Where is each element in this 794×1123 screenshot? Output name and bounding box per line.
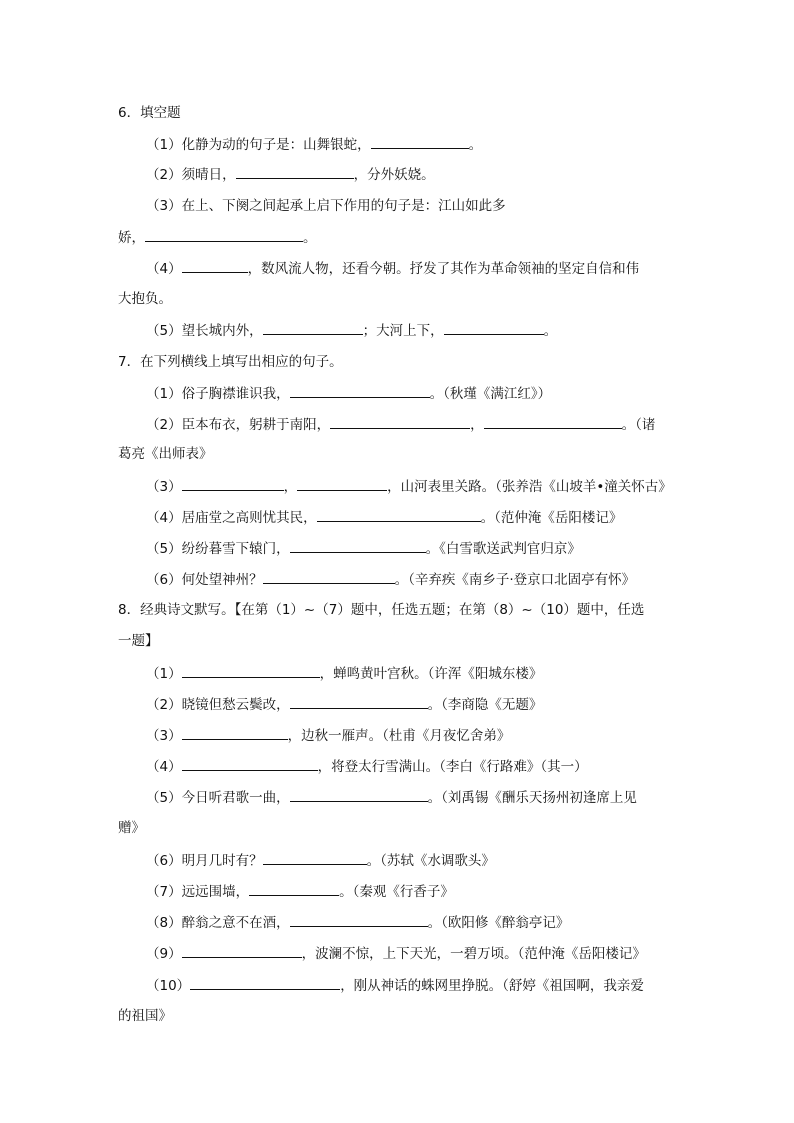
answer-blank[interactable]: [249, 881, 339, 896]
q7-item-2-cont: 葛亮《出师表》: [118, 446, 213, 462]
q8-item-9: （9） ，波澜不惊，上下天光，一碧万顷。（范仲淹《岳阳楼记》: [146, 943, 646, 964]
answer-blank[interactable]: [297, 476, 387, 491]
q7-item-1: （1）俗子胸襟谁识我， 。（秋瑾《满江红》）: [146, 383, 551, 404]
q6-heading: 6．填空题: [118, 105, 181, 121]
q8-item-1: （1） ，蝉鸣黄叶宫秋。（许浑《阳城东楼》: [146, 663, 542, 684]
answer-blank[interactable]: [330, 414, 470, 429]
answer-blank[interactable]: [190, 975, 340, 990]
answer-blank[interactable]: [290, 538, 426, 553]
q6-item-2: （2）须晴日， ，分外妖娆。: [146, 164, 435, 185]
q7-item-2: （2）臣本布衣，躬耕于南阳， ， 。（诸: [146, 414, 655, 435]
q8-item-10: （10） ，刚从神话的蛛网里挣脱。（舒婷《祖国啊，我亲爱: [146, 975, 644, 996]
answer-blank[interactable]: [263, 850, 367, 865]
q6-item-3-cont: 娇， 。: [118, 227, 317, 248]
answer-blank[interactable]: [290, 787, 428, 802]
answer-blank[interactable]: [444, 320, 544, 335]
q7-item-6: （6）何处望神州？ 。（辛弃疾《南乡子·登京口北固亭有怀》: [146, 569, 635, 590]
answer-blank[interactable]: [182, 725, 288, 740]
q8-item-4: （4） ，将登太行雪满山。（李白《行路难》（其一）: [146, 756, 588, 777]
q8-item-5: （5）今日听君歌一曲， 。（刘禹锡《酬乐天扬州初逢席上见: [146, 787, 637, 808]
q8-item-2: （2）晓镜但愁云鬓改， 。（李商隐《无题》: [146, 694, 542, 715]
q7-item-3: （3） ， ，山河表里关路。（张养浩《山坡羊•潼关怀古》: [146, 476, 672, 497]
answer-blank[interactable]: [371, 134, 469, 149]
q6-item-4-cont: 大抱负。: [118, 291, 172, 307]
q8-item-10-cont: 的祖国》: [118, 1008, 172, 1024]
answer-blank[interactable]: [290, 383, 430, 398]
answer-blank[interactable]: [182, 943, 302, 958]
answer-blank[interactable]: [263, 320, 363, 335]
q8-item-3: （3） ，边秋一雁声。（杜甫《月夜忆舍弟》: [146, 725, 510, 746]
q8-item-7: （7）远远围墙， 。（秦观《行香子》: [146, 881, 454, 902]
q6-item-5: （5）望长城内外， ；大河上下， 。: [146, 320, 557, 341]
q6-item-3: （3）在上、下阕之间起承上启下作用的句子是：江山如此多: [146, 198, 506, 214]
answer-blank[interactable]: [182, 756, 318, 771]
answer-blank[interactable]: [290, 912, 428, 927]
q8-item-5-cont: 赠》: [118, 820, 145, 836]
answer-blank[interactable]: [182, 258, 248, 273]
answer-blank[interactable]: [317, 507, 481, 522]
answer-blank[interactable]: [182, 476, 284, 491]
q7-item-4: （4）居庙堂之高则忧其民， 。（范仲淹《岳阳楼记》: [146, 507, 622, 528]
answer-blank[interactable]: [182, 663, 320, 678]
answer-blank[interactable]: [484, 414, 622, 429]
q7-item-5: （5）纷纷暮雪下辕门， 。《白雪歌送武判官归京》: [146, 538, 581, 559]
answer-blank[interactable]: [145, 227, 303, 242]
q8-item-8: （8）醉翁之意不在酒， 。（欧阳修《醉翁亭记》: [146, 912, 569, 933]
q8-heading-cont: 一题】: [118, 633, 159, 649]
q6-item-1: （1）化静为动的句子是：山舞银蛇， 。: [146, 134, 482, 155]
q8-item-6: （6）明月几时有？ 。（苏轼《水调歌头》: [146, 850, 495, 871]
q6-item-4: （4） ，数风流人物，还看今朝。抒发了其作为革命领袖的坚定自信和伟: [146, 258, 639, 279]
q8-heading: 8．经典诗文默写。【在第（1）~（7）题中，任选五题；在第（8）~（10）题中，任选: [118, 602, 645, 618]
answer-blank[interactable]: [290, 694, 428, 709]
q7-heading: 7．在下列横线上填写出相应的句子。: [118, 354, 343, 370]
answer-blank[interactable]: [263, 569, 395, 584]
answer-blank[interactable]: [236, 164, 354, 179]
